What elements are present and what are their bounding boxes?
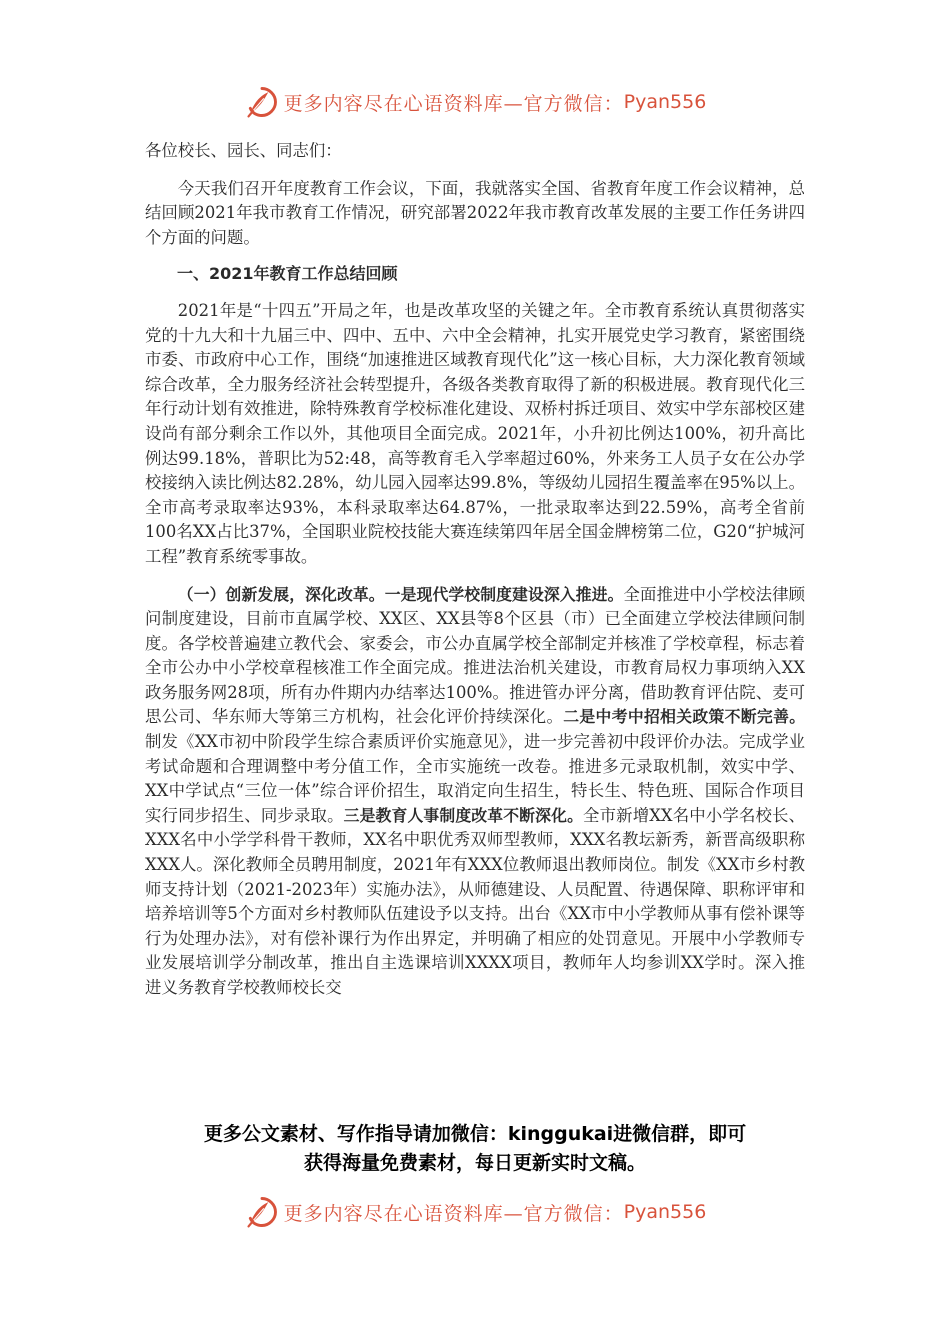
subheading-2: 二是中考中招相关政策不断完善。 [563,707,805,727]
summary-paragraph: 2021年是“十四五”开局之年，也是改革攻坚的关键之年。全市教育系统认真贯彻落实党的十九大和十九届三中、四中、五中、六中全会精神，扎实开展党史学习教育，紧密围绕市委、市政府中心工作，围绕“加速推进区域教育现代化”这一核心目标，大力深化教育领域综合改革，全力服务经济社会转型提升，各级各类教育取得了新的积极进展。教育现代化三年行动计划有效推进，除特殊教育学校标准化建设、双桥村拆迁项目、效实中学东部校区建设尚有部分剩余工作以外，其他项目全面完成。2021年，小升初比例达100%，初升高比例达99.18%，普职比为52:48，高等教育毛入学率超过60%，外来务工人员子女在公办学校接纳入读比例达82.28%，幼儿园入园率达99.8%，等级幼儿园招生覆盖率在95%以上。全市高考录取率达93%，本科录取率达64.87%，一批录取率达到22.59%，高考全省前100名XX占比37%，全国职业院校技能大赛连续第四年居全国金牌榜第二位，G20“护城河工程”教育系统零事故。 [145,300,805,566]
banner-text: 更多内容尽在心语资料库—官方微信： [283,92,624,115]
quill-feather-logo-icon [244,84,280,120]
footer-banner [0,1194,950,1230]
banner-account: Pyan556 [623,91,707,113]
subtext-2: 制发《XX市初中阶段学生综合素质评价实施意见》，进一步完善初中段评价办法。完成学业考试命题和合理调整中考分值工作，全市实施统一改卷。推进多元录取机制，效实中学、XX中学试点“三位一体”综合评价招生，取消定向生招生，特长生、特色班、国际合作项目实行同步招生、同步录取。 [145,732,805,825]
reform-paragraph [145,583,805,1001]
intro-paragraph: 今天我们召开年度教育工作会议，下面，我就落实全国、省教育年度工作会议精神，总结回顾2021年我市教育工作情况，研究部署2022年我市教育改革发展的主要工作任务讲四个方面的问题。 [145,178,805,247]
subtext-3: 全市新增XX名中小学名校长、XXX名中小学学科骨干教师，XX名中职优秀双师型教师，XXX名教坛新秀，新晋高级职称XXX人。深化教师全员聘用制度，2021年有XXX位教师退出教师岗位。制发《XX市乡村教师支持计划（2021-2023年）实施办法》，从师德建设、人员配置、待遇保障、职称评审和培养培训等5个方面对乡村教师队伍建设予以支持。出台《XX市中小学教师从事有偿补课等行为处理办法》，对有偿补课行为作出界定，并明确了相应的处罚意见。开展中小学教师专业发展培训学分制改革，推出自主选课培训XXXX项目，教师年人均参训XX学时。深入推进义务教育学校教师校长交 [145,805,805,997]
document-body [145,139,805,1001]
subheading-3: 三是教育人事制度改革不断深化。 [343,805,584,825]
banner-text: 更多内容尽在心语资料库—官方微信： [283,1202,624,1225]
promo-line-1: 更多公文素材、写作指导请加微信：kinggukai进微信群，即可 [203,1123,747,1145]
subheading-1: （一）创新发展，深化改革。一是现代学校制度建设深入推进。 [177,584,624,604]
quill-feather-logo-icon [244,1194,280,1230]
subtext-1: 全面推进中小学校法律顾问制度建设，目前市直属学校、XX区、XX县等8个区县（市）已全面建立学校法律顾问制度。各学校普遍建立教代会、家委会，市公办直属学校全部制定并核准了学校章程，标志着全市公办中小学校章程核准工作全面完成。推进法治机关建设，市教育局权力事项纳入XX政务服务网28项，所有办件期内办结率达100%。推进管办评分离，借助教育评估院、麦可思公司、华东师大等第三方机构，社会化评价持续深化。 [145,584,805,727]
greeting: 各位校长、园长、同志们： [145,141,342,160]
header-banner [0,84,950,120]
banner-account: Pyan556 [623,1201,707,1223]
promo-notice [0,1120,950,1178]
section-heading: 一、2021年教育工作总结回顾 [177,264,398,284]
promo-line-2: 获得海量免费素材，每日更新实时文稿。 [303,1152,646,1174]
